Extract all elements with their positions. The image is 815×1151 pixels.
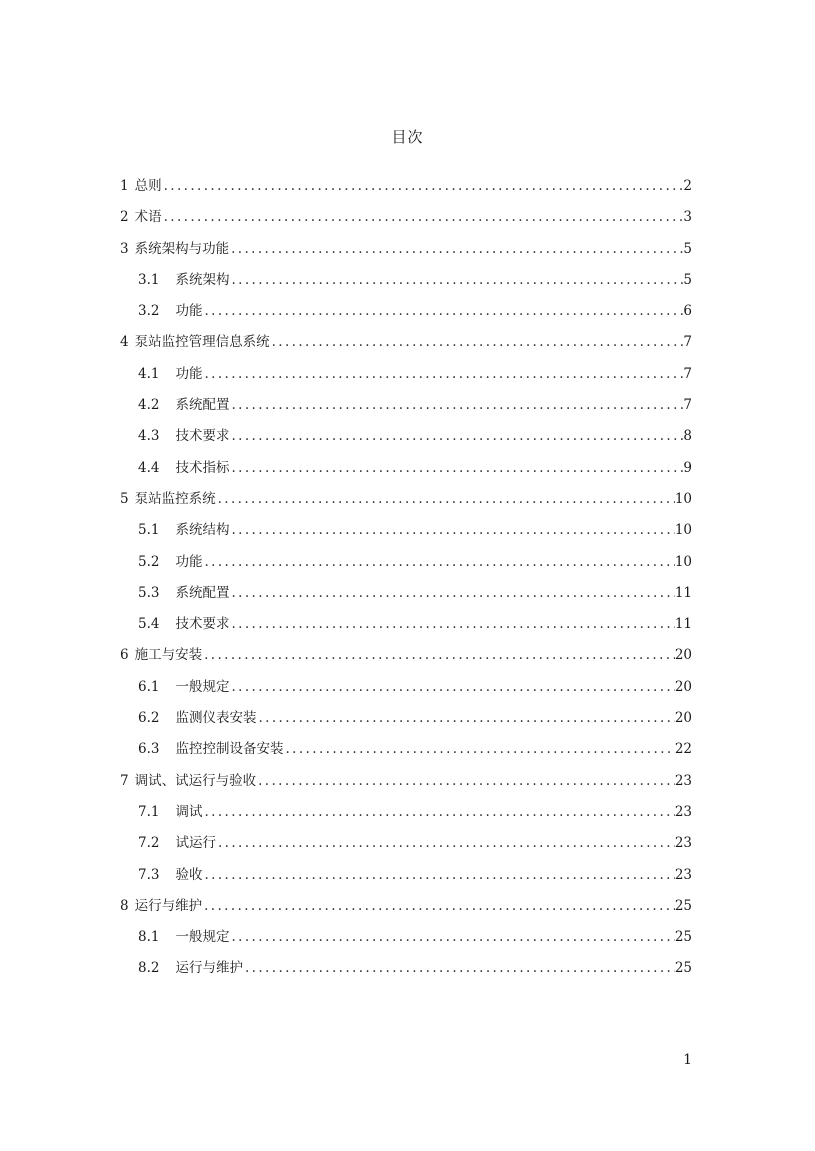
toc-entry-number: 5.2 (138, 553, 160, 570)
toc-entry-number: 1 (120, 178, 129, 194)
toc-entry-label: 总则 (134, 178, 162, 194)
toc-entry-number: 5.4 (138, 616, 160, 633)
toc-subsection-entry[interactable] (120, 956, 692, 987)
toc-entry-page: 23 (674, 866, 692, 883)
toc-dot-leader (229, 424, 683, 448)
toc-entry-label: 泵站监控系统 (134, 490, 216, 507)
toc-dot-leader (229, 612, 674, 636)
toc-dot-leader (229, 925, 674, 949)
toc-dot-leader (162, 205, 684, 229)
toc-entry-number: 3.1 (138, 271, 160, 288)
toc-entry-number: 4.1 (138, 365, 160, 382)
toc-entry-number: 6.2 (138, 710, 160, 727)
toc-dot-leader (229, 581, 674, 605)
toc-entry-page: 6 (683, 303, 692, 320)
toc-entry-page: 23 (674, 803, 692, 820)
toc-section-entry[interactable] (120, 205, 692, 236)
toc-entry-page: 20 (674, 678, 692, 695)
toc-entry-label: 运行与维护 (175, 960, 243, 977)
toc-entry-page: 23 (674, 835, 692, 852)
toc-dot-leader (216, 487, 675, 511)
toc-dot-leader (270, 330, 684, 354)
toc-entry-label: 调试、试运行与验收 (134, 772, 257, 789)
toc-entry-number: 6 (120, 647, 129, 664)
toc-entry-label: 系统结构 (175, 522, 230, 539)
toc-entry-label: 功能 (175, 365, 203, 382)
toc-entry-label: 一般规定 (175, 678, 230, 695)
toc-entry-label: 监测仪表安装 (175, 710, 257, 727)
toc-entry-page: 25 (674, 960, 692, 977)
toc-entry-page: 20 (674, 710, 692, 727)
toc-entry-label: 技术要求 (175, 616, 230, 633)
toc-dot-leader (256, 769, 675, 793)
toc-entry-label: 运行与维护 (134, 897, 203, 914)
toc-section-entry[interactable] (120, 643, 692, 674)
toc-subsection-entry[interactable] (120, 612, 692, 643)
toc-entry-label: 监控控制设备安装 (175, 741, 284, 758)
toc-entry-number: 7 (120, 772, 129, 789)
toc-subsection-entry[interactable] (120, 362, 692, 393)
toc-entry-number: 4.2 (138, 397, 160, 414)
toc-entry-page: 11 (674, 584, 692, 601)
toc-subsection-entry[interactable] (120, 831, 692, 862)
toc-entry-number: 6.3 (138, 741, 160, 758)
toc-section-entry[interactable] (120, 330, 692, 361)
toc-subsection-entry[interactable] (120, 518, 692, 549)
toc-entry-number: 5 (120, 490, 129, 507)
toc-entry-page: 10 (674, 490, 692, 507)
toc-entry-page: 7 (683, 334, 692, 351)
table-of-contents (120, 174, 692, 988)
toc-entry-number: 3 (120, 240, 129, 257)
toc-entry-label: 试运行 (175, 835, 216, 852)
toc-subsection-entry[interactable] (120, 581, 692, 612)
toc-entry-label: 泵站监控管理信息系统 (134, 334, 270, 351)
toc-section-entry[interactable] (120, 487, 692, 518)
toc-entry-number: 8.2 (138, 960, 160, 977)
toc-dot-leader (202, 362, 683, 386)
toc-entry-number: 5.1 (138, 522, 160, 539)
toc-dot-leader (216, 831, 675, 855)
toc-subsection-entry[interactable] (120, 424, 692, 455)
toc-entry-label: 术语 (134, 209, 162, 226)
toc-section-entry[interactable] (120, 174, 692, 205)
toc-entry-number: 5.3 (138, 584, 160, 601)
toc-entry-label: 技术指标 (175, 459, 230, 476)
toc-entry-page: 2 (683, 178, 692, 194)
toc-entry-page: 22 (674, 741, 692, 758)
toc-dot-leader (229, 518, 674, 542)
toc-entry-page: 7 (683, 365, 692, 382)
toc-entry-number: 7.1 (138, 803, 160, 820)
toc-entry-number: 8 (120, 897, 129, 914)
toc-subsection-entry[interactable] (120, 393, 692, 424)
toc-entry-label: 系统配置 (175, 584, 230, 601)
toc-dot-leader (256, 706, 674, 730)
toc-entry-number: 4.3 (138, 428, 160, 445)
toc-entry-page: 7 (683, 397, 692, 414)
toc-entry-label: 验收 (175, 866, 203, 883)
toc-dot-leader (202, 894, 675, 918)
toc-subsection-entry[interactable] (120, 737, 692, 768)
toc-entry-label: 调试 (175, 803, 203, 820)
toc-entry-page: 20 (674, 647, 692, 664)
toc-entry-label: 功能 (175, 303, 203, 320)
toc-dot-leader (283, 737, 674, 761)
toc-entry-label: 一般规定 (175, 929, 230, 946)
toc-dot-leader (229, 456, 683, 480)
toc-dot-leader (202, 800, 674, 824)
toc-entry-page: 8 (683, 428, 692, 445)
toc-entry-label: 系统架构与功能 (134, 240, 230, 257)
toc-entry-label: 系统配置 (175, 397, 230, 414)
toc-entry-page: 23 (674, 772, 692, 789)
toc-subsection-entry[interactable] (120, 550, 692, 581)
toc-subsection-entry[interactable] (120, 925, 692, 956)
toc-entry-page: 3 (683, 209, 692, 226)
toc-section-entry[interactable] (120, 237, 692, 268)
toc-section-entry[interactable] (120, 769, 692, 800)
toc-subsection-entry[interactable] (120, 456, 692, 487)
toc-dot-leader (229, 393, 683, 417)
toc-entry-page: 25 (674, 897, 692, 914)
toc-entry-page: 10 (674, 522, 692, 539)
toc-entry-number: 2 (120, 209, 129, 226)
toc-subsection-entry[interactable] (120, 299, 692, 330)
toc-entry-number: 4.4 (138, 459, 160, 476)
toc-entry-number: 7.2 (138, 835, 160, 852)
toc-entry-number: 3.2 (138, 303, 160, 320)
toc-dot-leader (202, 643, 675, 667)
toc-subsection-entry[interactable] (120, 863, 692, 894)
toc-dot-leader (202, 863, 674, 887)
toc-entry-number: 6.1 (138, 678, 160, 695)
toc-dot-leader (202, 299, 683, 323)
toc-entry-page: 9 (683, 459, 692, 476)
toc-entry-number: 4 (120, 334, 129, 351)
toc-entry-page: 10 (674, 553, 692, 570)
toc-entry-page: 25 (674, 929, 692, 946)
toc-dot-leader (202, 550, 674, 574)
toc-entry-label: 技术要求 (175, 428, 230, 445)
toc-entry-number: 8.1 (138, 929, 160, 946)
toc-dot-leader (229, 268, 683, 292)
toc-entry-page: 11 (674, 616, 692, 633)
toc-section-entry[interactable] (120, 894, 692, 925)
toc-title: 目次 (391, 128, 424, 146)
toc-dot-leader (229, 237, 683, 261)
page-number: 1 (683, 1052, 692, 1068)
toc-subsection-entry[interactable] (120, 268, 692, 299)
toc-entry-label: 系统架构 (175, 271, 230, 288)
toc-entry-label: 施工与安装 (134, 647, 203, 664)
toc-subsection-entry[interactable] (120, 800, 692, 831)
toc-entry-page: 5 (683, 240, 692, 257)
toc-dot-leader (243, 956, 675, 980)
toc-entry-page: 5 (683, 271, 692, 288)
toc-subsection-entry[interactable] (120, 706, 692, 737)
toc-dot-leader (229, 675, 674, 699)
toc-dot-leader (162, 174, 684, 198)
toc-subsection-entry[interactable] (120, 675, 692, 706)
toc-entry-number: 7.3 (138, 866, 160, 883)
toc-entry-label: 功能 (175, 553, 203, 570)
